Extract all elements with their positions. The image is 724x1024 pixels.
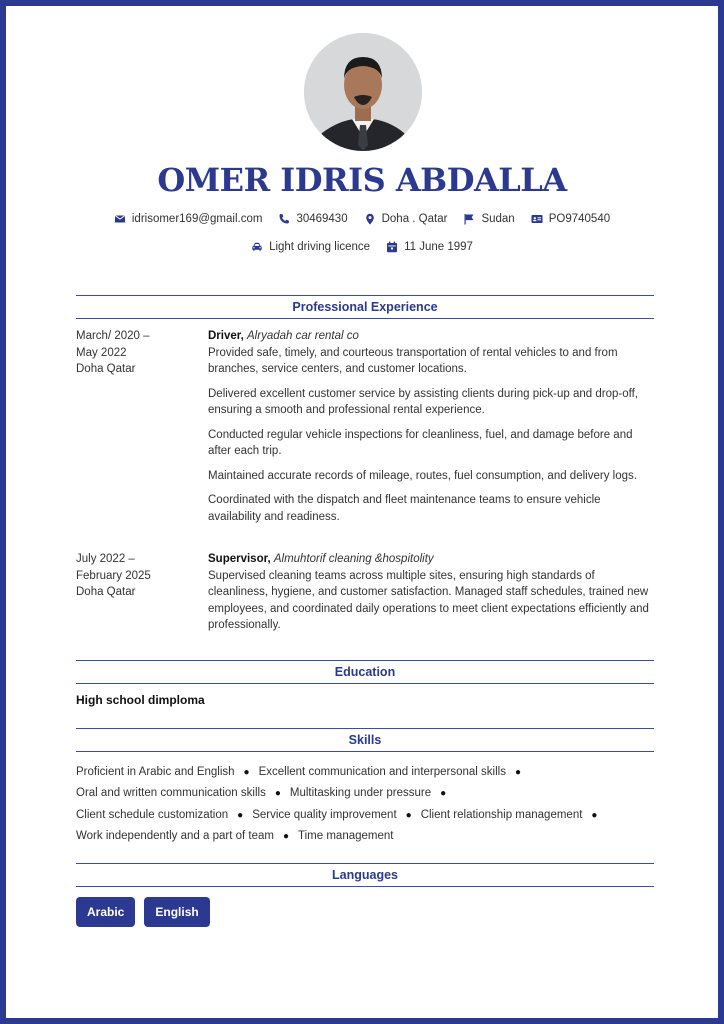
section-heading-skills: Skills (76, 728, 654, 752)
skills-line (76, 783, 654, 804)
profile-photo (304, 33, 422, 151)
bullet: ● (440, 788, 447, 800)
skill-item: Client relationship management (420, 808, 583, 821)
skill-item: Time management (298, 829, 394, 842)
language-pill-arabic: Arabic (76, 897, 135, 927)
skill-item: Work independently and a part of team (76, 829, 274, 842)
job-role: Supervisor, (208, 553, 271, 565)
experience-date: March/ 2020 – May 2022 Doha Qatar (76, 330, 150, 375)
avatar (304, 33, 422, 151)
bullet: ● (237, 809, 244, 821)
section-heading-education: Education (76, 660, 654, 684)
experience-paragraph: Supervised cleaning teams across multiple sites, ensuring high standards of cleanliness, hygiene, and customer satisfaction. Managed staff schedules, trained new employees, and coordinated daily operations to meet client expectations efficiently and professionally. (208, 569, 649, 631)
experience-paragraph: Conducted regular vehicle inspections for cleanliness, fuel, and damage before and after each trip. (208, 428, 633, 457)
id-card-icon (531, 213, 543, 225)
experience-paragraph: Delivered excellent customer service by assisting clients during pick-up and drop-off, ensuring a smooth and professional rental experience. (208, 387, 638, 416)
bullet: ● (405, 809, 412, 821)
job-role: Driver, (208, 330, 244, 342)
experience-paragraph: Coordinated with the dispatch and fleet maintenance teams to ensure vehicle availability and readiness. (208, 494, 601, 523)
bullet: ● (591, 809, 598, 821)
language-pill-english: English (144, 897, 209, 927)
contact-location: Doha . Qatar (364, 213, 448, 225)
skill-item: Service quality improvement (252, 808, 397, 821)
section-heading-experience: Professional Experience (76, 295, 654, 319)
skill-item: Client schedule customization (76, 808, 229, 821)
experience-paragraph: Provided safe, timely, and courteous transportation of rental vehicles to and from branches, service centers, and customer locations. (208, 346, 618, 375)
bullet: ● (243, 767, 250, 778)
experience-date: July 2022 – February 2025 Doha Qatar (76, 553, 151, 598)
phone-icon (278, 213, 290, 225)
candidate-name: OMER IDRIS ABDALLA (157, 161, 567, 199)
skills-line (76, 805, 654, 826)
contact-row-primary (6, 213, 718, 225)
contact-birthdate: 11 June 1997 (386, 241, 473, 253)
skill-item: Proficient in Arabic and English (76, 766, 235, 778)
contact-nationality: Sudan (463, 213, 514, 225)
section-heading-languages: Languages (76, 863, 654, 887)
contact-licence: Light driving licence (251, 241, 370, 253)
languages-list (76, 897, 219, 927)
job-company: Almuhtorif cleaning &hospitolity (273, 553, 434, 565)
education-entry: High school dimploma (76, 693, 205, 707)
location-pin-icon (364, 213, 376, 225)
skills-line (76, 826, 654, 847)
experience-body (208, 328, 654, 533)
experience-body (208, 551, 654, 642)
contact-email[interactable]: idrisomer169@gmail.com (114, 213, 263, 225)
car-icon (251, 241, 263, 253)
job-company: Alryadah car rental co (247, 330, 359, 342)
skill-item: Multitasking under pressure (289, 787, 432, 800)
experience-entry-driver (76, 328, 654, 540)
calendar-icon (386, 241, 398, 253)
experience-entry-supervisor (76, 551, 654, 636)
skills-line (76, 762, 654, 783)
skill-item: Oral and written communication skills (76, 787, 266, 800)
flag-icon (463, 213, 475, 225)
experience-paragraph: Maintained accurate records of mileage, routes, fuel consumption, and delivery logs. (208, 469, 637, 482)
envelope-icon (114, 213, 126, 225)
skill-item: Excellent communication and interpersonal skills (258, 766, 506, 778)
contact-row-secondary (6, 241, 718, 253)
contact-passport: PO9740540 (531, 213, 610, 225)
bullet: ● (514, 767, 522, 778)
contact-phone[interactable]: 30469430 (278, 213, 347, 225)
bullet: ● (274, 788, 281, 800)
bullet: ● (282, 830, 290, 842)
skills-list (76, 762, 654, 847)
